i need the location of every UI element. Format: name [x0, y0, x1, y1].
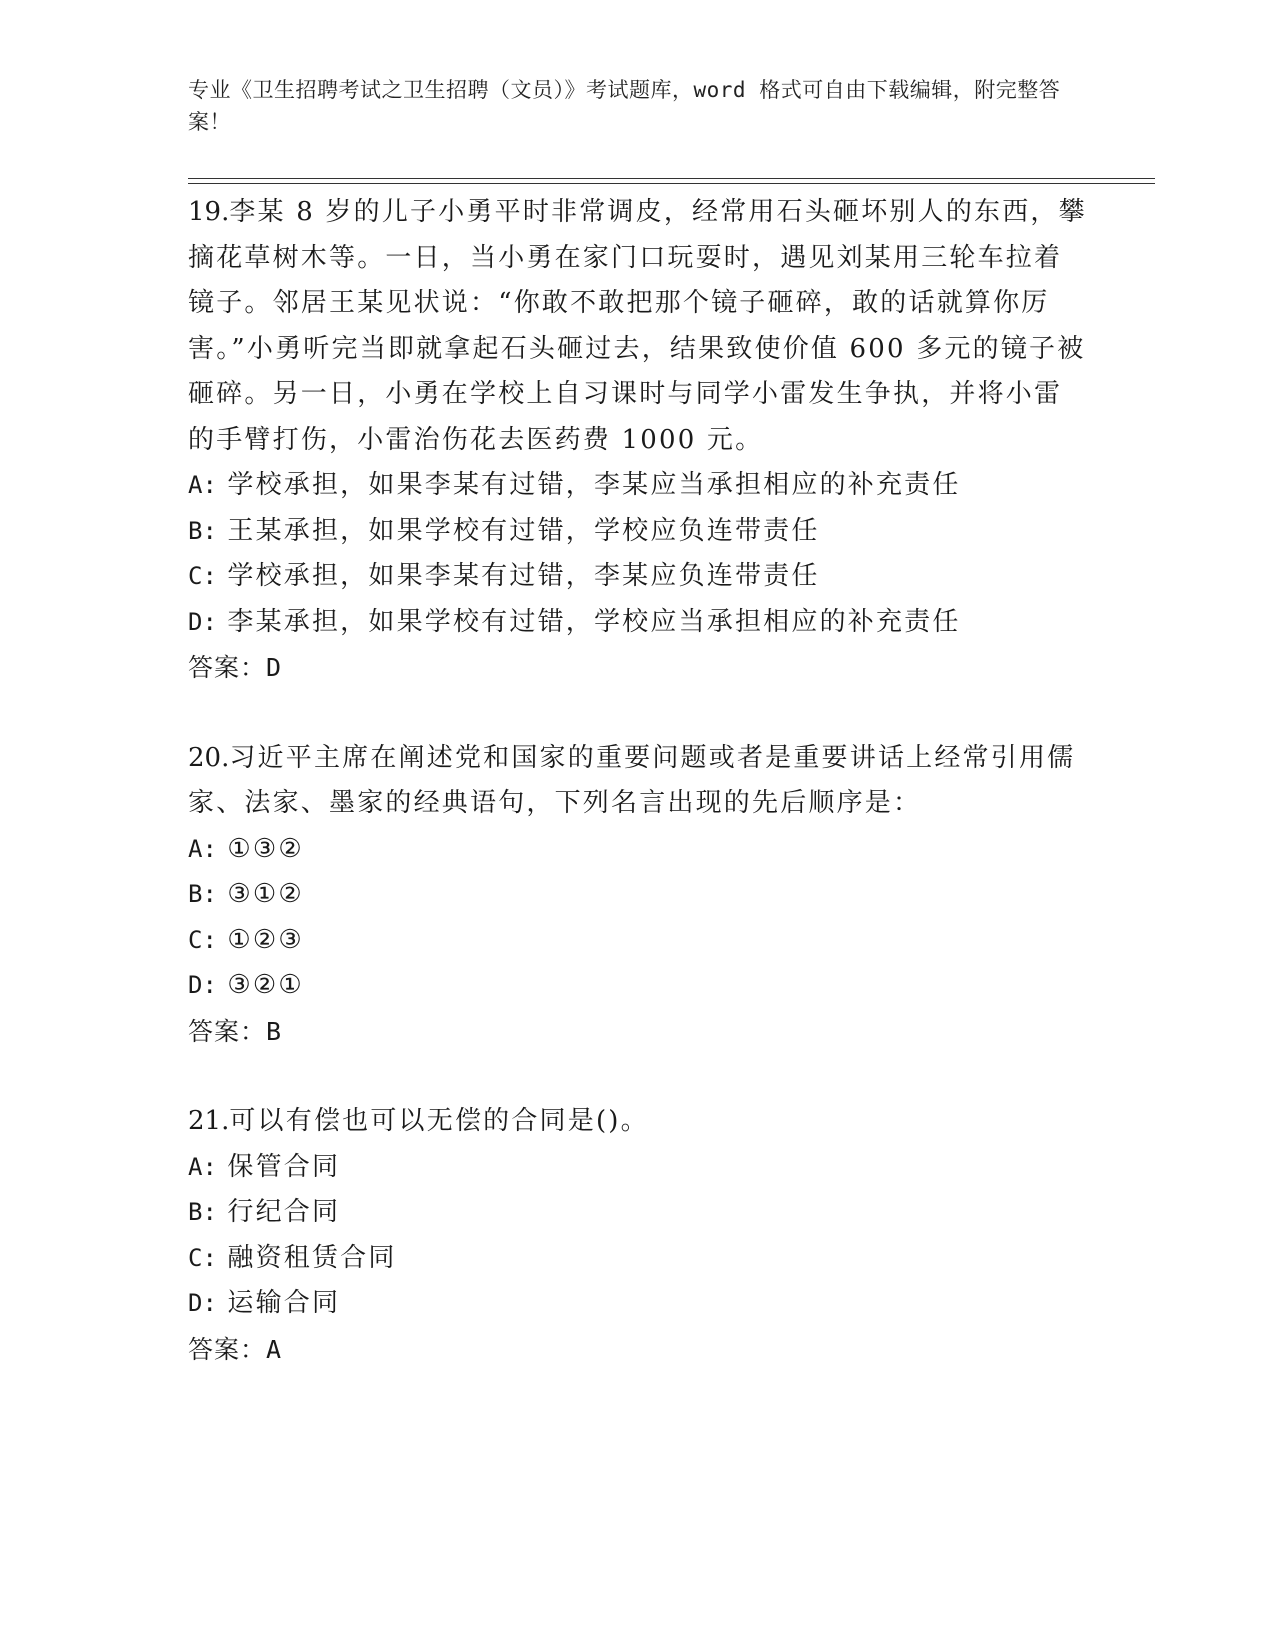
- question-text: 李某 8 岁的儿子小勇平时非常调皮，经常用石头砸坏别人的东西，攀摘花草树木等。一日，当小勇在家门口玩耍时，遇见刘某用三轮车拉着镜子。邻居王某见状说：“你敢不敢把那个镜子砸碎，敢的话就算你厉害。”小勇听完当即就拿起石头砸过去，结果致使价值 600 多元的镜子被砸碎。另一日，小勇在学校上自习课时与同学小雷发生争执，并将小雷的手臂打伤，小雷治伤花去医药费 1000 元。: [188, 197, 1087, 455]
- option-text: 运输合同: [227, 1288, 341, 1318]
- question-number: 19.: [188, 197, 230, 227]
- option-key: C:: [188, 1243, 217, 1272]
- question-stem: [188, 736, 1088, 827]
- answer-value: A: [266, 1334, 283, 1364]
- option-key: A:: [188, 1152, 217, 1181]
- option-text: 保管合同: [227, 1151, 341, 1182]
- question-stem: [188, 190, 1088, 463]
- spacer: [188, 691, 1088, 736]
- option-key: D:: [188, 1289, 217, 1317]
- header-text: 专业《卫生招聘考试之卫生招聘（文员）》考试题库，word 格式可自由下载编辑，附完整答案！: [188, 78, 1061, 134]
- option-text: 学校承担，如果李某有过错，李某应当承担相应的补充责任: [227, 470, 961, 500]
- page-header: [188, 74, 1068, 138]
- option-c: [188, 554, 1088, 600]
- option-key: A:: [188, 834, 217, 863]
- question-list: [188, 190, 1088, 1372]
- option-text: 融资租赁合同: [227, 1242, 397, 1273]
- spacer: [188, 1054, 1088, 1099]
- answer-value: B: [266, 1016, 283, 1046]
- answer: [188, 1327, 1088, 1373]
- option-text: 李某承担，如果学校有过错，学校应当承担相应的补充责任: [227, 606, 961, 637]
- option-d: [188, 963, 1088, 1009]
- option-text: ③①②: [227, 879, 304, 909]
- question-number: 21.: [188, 1106, 230, 1136]
- question-21: [188, 1099, 1088, 1372]
- option-key: C:: [188, 562, 217, 590]
- answer-value: D: [266, 653, 283, 682]
- answer-label: 答案：: [188, 653, 267, 682]
- header-rule-bottom: [188, 183, 1155, 184]
- question-number: 20.: [188, 742, 230, 773]
- option-a: [188, 463, 1088, 509]
- question-20: [188, 736, 1088, 1055]
- option-key: B:: [188, 516, 217, 545]
- option-text: 行纪合同: [227, 1197, 341, 1227]
- question-text: 可以有偿也可以无偿的合同是()。: [229, 1106, 649, 1136]
- option-key: B:: [188, 1198, 217, 1226]
- option-text: ①②③: [227, 924, 304, 955]
- answer-label: 答案：: [188, 1016, 267, 1046]
- option-key: D:: [188, 607, 217, 636]
- option-key: D:: [188, 971, 217, 999]
- header-rule-top: [188, 178, 1155, 179]
- answer-label: 答案：: [188, 1334, 267, 1364]
- option-c: [188, 1236, 1088, 1282]
- answer: [188, 645, 1088, 691]
- option-text: 王某承担，如果学校有过错，学校应负连带责任: [227, 515, 820, 546]
- option-d: [188, 600, 1088, 646]
- option-d: [188, 1281, 1088, 1327]
- option-b: [188, 1190, 1088, 1236]
- option-b: [188, 872, 1088, 918]
- option-c: [188, 918, 1088, 964]
- option-text: ①③②: [227, 833, 304, 864]
- option-key: B:: [188, 880, 217, 908]
- option-b: [188, 509, 1088, 555]
- question-text: 习近平主席在阐述党和国家的重要问题或者是重要讲话上经常引用儒家、法家、墨家的经典语句，下列名言出现的先后顺序是：: [188, 742, 1076, 818]
- option-text: 学校承担，如果李某有过错，李某应负连带责任: [227, 561, 820, 591]
- question-stem: [188, 1099, 1088, 1145]
- option-a: [188, 1145, 1088, 1191]
- option-text: ③②①: [227, 970, 304, 1000]
- answer: [188, 1009, 1088, 1055]
- option-key: A:: [188, 471, 217, 499]
- option-key: C:: [188, 925, 217, 954]
- option-a: [188, 827, 1088, 873]
- question-19: [188, 190, 1088, 691]
